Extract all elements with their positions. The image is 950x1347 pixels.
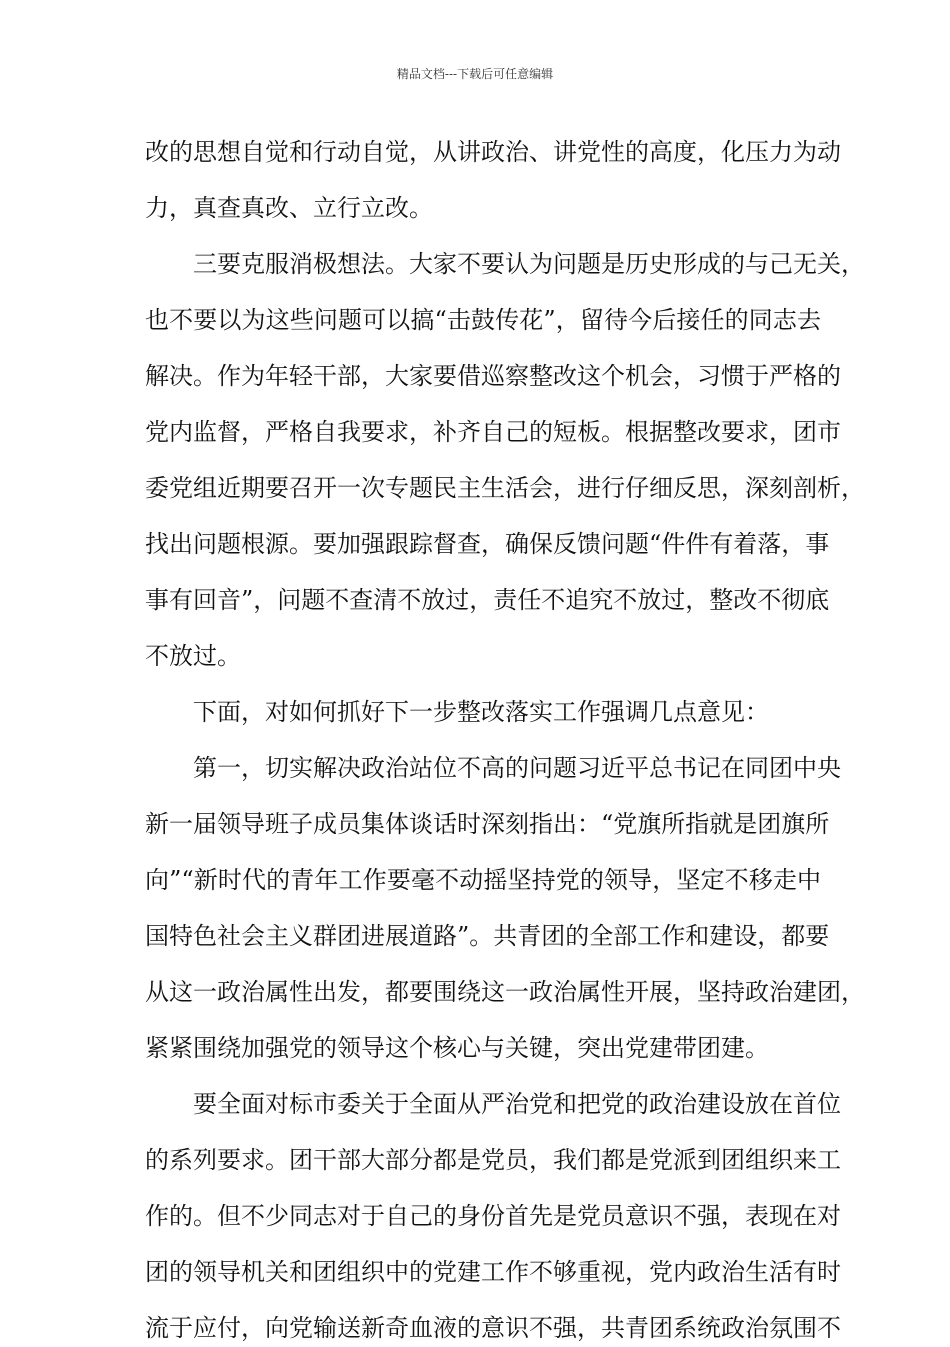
text-line: 也不要以为这些问题可以搞“击鼓传花”，留待今后接任的同志去 (145, 306, 821, 334)
page-header: 精品文档---下载后可任意编辑 (396, 67, 554, 81)
text-line: 国特色社会主义群团进展道路”。共青团的全部工作和建设，都要 (145, 922, 830, 950)
paragraph-first-line: 三要克服消极想法。大家不要认为问题是历史形成的与己无关， (193, 250, 865, 278)
text-line: 紧紧围绕加强党的领导这个核心与关键，突出党建带团建。 (145, 1034, 769, 1062)
text-line: 向”“新时代的青年工作要毫不动摇坚持党的领导，坚定不移走中 (145, 866, 821, 894)
paragraph-first-line: 要全面对标市委关于全面从严治党和把党的政治建设放在首位 (193, 1090, 841, 1118)
text-line: 流于应付，向党输送新奇血液的意识不强，共青团系统政治氛围不 (145, 1314, 841, 1342)
text-line: 新一届领导班子成员集体谈话时深刻指出：“党旗所指就是团旗所 (145, 810, 830, 838)
body-text (145, 134, 865, 1347)
text-line: 不放过。 (145, 642, 241, 670)
text-line: 改的思想自觉和行动自觉，从讲政治、讲党性的高度，化压力为动 (145, 138, 841, 166)
text-line: 力，真查真改、立行立改。 (145, 194, 433, 222)
text-line: 从这一政治属性出发，都要围绕这一政治属性开展，坚持政治建团， (145, 978, 865, 1006)
paragraph-first-line: 第一，切实解决政治站位不高的问题习近平总书记在同团中央 (193, 754, 841, 782)
text-line: 委党组近期要召开一次专题民主生活会，进行仔细反思，深刻剖析， (145, 474, 865, 502)
text-line: 解决。作为年轻干部，大家要借巡察整改这个机会，习惯于严格的 (145, 362, 841, 390)
text-line: 党内监督，严格自我要求，补齐自己的短板。根据整改要求，团市 (145, 418, 841, 446)
text-line: 团的领导机关和团组织中的党建工作不够重视，党内政治生活有时 (145, 1258, 841, 1286)
text-line: 作的。但不少同志对于自己的身份首先是党员意识不强，表现在对 (145, 1202, 841, 1230)
paragraph-first-line: 下面，对如何抓好下一步整改落实工作强调几点意见： (193, 698, 769, 726)
text-line: 事有回音”，问题不查清不放过，责任不追究不放过，整改不彻底 (145, 586, 830, 614)
text-line: 找出问题根源。要加强跟踪督查，确保反馈问题“件件有着落，事 (145, 530, 830, 558)
text-line: 的系列要求。团干部大部分都是党员，我们都是党派到团组织来工 (145, 1146, 841, 1174)
